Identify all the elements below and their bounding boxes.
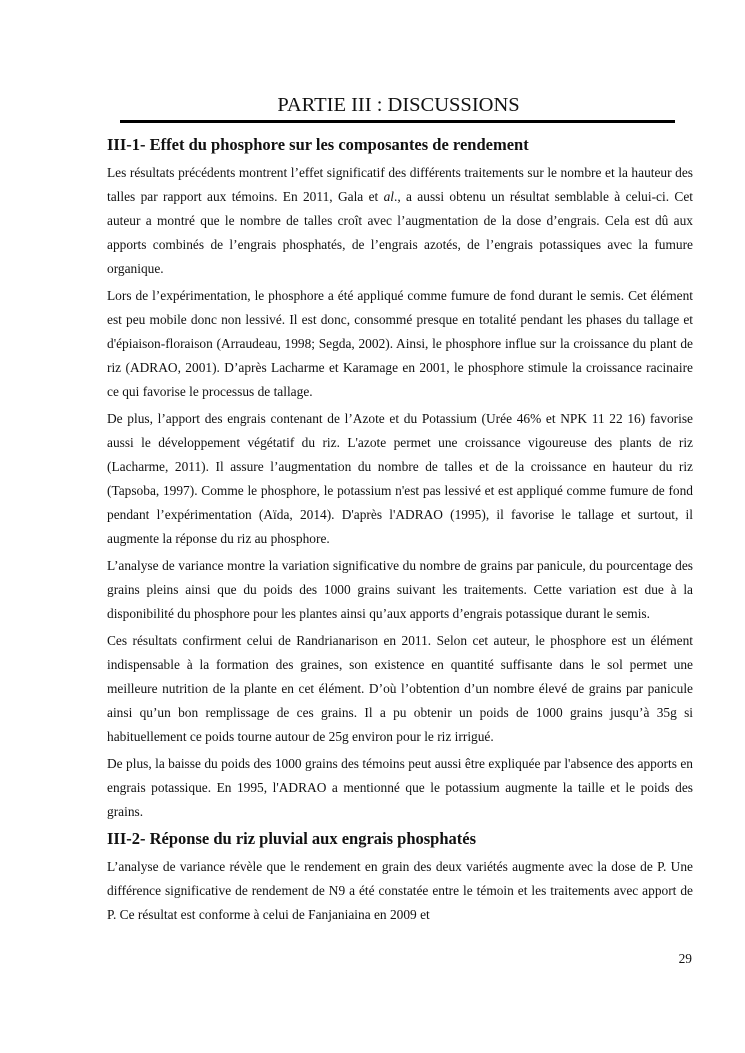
paragraph: Lors de l’expérimentation, le phosphore a été appliqué comme fumure de fond durant le semis. Cet élément est peu mobile donc non lessivé. Il est donc, consommé presque en totalité pendant les phases du tallage et d'épiaison-floraison (Arraudeau, 1998; Segda, 2002). Ainsi, le phosphore influe sur la croissance du plant de riz (ADRAO, 2001). D’après Lacharme et Karamage en 2001, le phosphore stimule la croissance racinaire ce qui favorise le processus de tallage. [107,288,693,399]
paragraph: L’analyse de variance révèle que le rendement en grain des deux variétés augmente avec la dose de P. Une différence significative de rendement de N9 a été constatée entre le témoin et les traitements avec apport de P. Ce résultat est conforme à celui de Fanjaniaina en 2009 et [107,859,693,922]
page-number: 29 [678,951,692,966]
title-underline [120,120,675,123]
page-body [107,133,693,930]
paragraph [107,161,693,281]
section-heading-1: III-1- Effet du phosphore sur les composantes de rendement [107,135,529,154]
section-heading-2: III-2- Réponse du riz pluvial aux engrais phosphatés [107,829,477,848]
italic-text: al [383,189,394,204]
paragraph: De plus, la baisse du poids des 1000 grains des témoins peut aussi être expliquée par l'absence des apports en engrais potassique. En 1995, l'ADRAO a mentionné que le potassium augmente la taille et le poids des grains. [107,756,693,819]
paragraph-text: ., a aussi obtenu un résultat semblable à celui-ci. Cet auteur a montré que le nombre de talles croît avec l’augmentation de la dose d’engrais. Cela est dû aux apports combinés de l’engrais phosphatés, de l’engrais azotés, de l’engrais potassiques avec la fumure organique. [107,189,694,276]
paragraph-text: Les résultats précédents montrent l’effet significatif des différents traitements sur le nombre et la hauteur des talles par rapport aux témoins. En 2011, Gala et [107,165,693,204]
paragraph: Ces résultats confirment celui de Randrianarison en 2011. Selon cet auteur, le phosphore est un élément indispensable à la formation des graines, son existence en quantité suffisante dans le sol permet une meilleure nutrition de la plante en cet élément. D’où l’obtention d’un nombre élevé de grains par panicule ainsi qu’un bon remplissage de ces grains. Il a pu obtenir un poids de 1000 grains jusqu’à 35g si habituellement ce poids tourne autour de 25g environ pour le riz irrigué. [107,633,693,744]
paragraph: De plus, l’apport des engrais contenant de l’Azote et du Potassium (Urée 46% et NPK 11 22 16) favorise aussi le développement végétatif du riz. L'azote permet une croissance vigoureuse des plants de riz (Lacharme, 2011). Il assure l’augmentation du nombre de talles et de la croissance en hauteur du riz (Tapsoba, 1997). Comme le phosphore, le potassium n'est pas lessivé et est appliqué comme fumure de fond pendant l’expérimentation (Aïda, 2014). D'après l'ADRAO (1995), il favorise le tallage et surtout, il augmente la réponse du riz au phosphore. [107,411,693,546]
paragraph: L’analyse de variance montre la variation significative du nombre de grains par panicule, du pourcentage des grains pleins ainsi que du poids des 1000 grains suivant les traitements. Cette variation est due à la disponibilité du phosphore pour les plantes ainsi qu’aux apports d’engrais potassique durant le semis. [107,558,693,621]
part-title: PARTIE III : DISCUSSIONS [277,94,520,116]
